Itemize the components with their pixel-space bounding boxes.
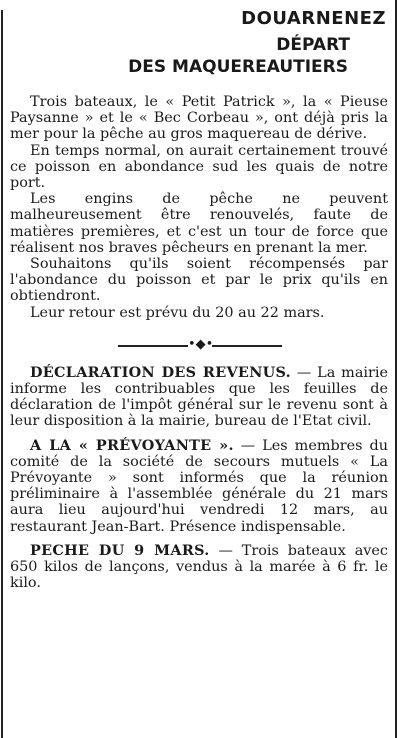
section-separator	[10, 333, 388, 359]
notice-kicker: DÉCLARATION DES REVENUS.	[30, 363, 291, 381]
article-title	[10, 34, 388, 78]
title-line-2: DES MAQUEREAUTIERS	[128, 57, 348, 77]
article-column	[10, 8, 388, 591]
notice-text: — Trois bateaux avec 650 kilos de lançons, vendus à la marée à 6 fr. le kilo.	[10, 542, 388, 592]
article-paragraph: Souhaitons qu'ils soient récompensés par l'abondance du poisson et par le prix qu'ils en obtiendront.	[10, 256, 388, 305]
title-line-1: DÉPART	[276, 35, 350, 55]
notice-peche	[10, 543, 388, 592]
notice-kicker: PECHE DU 9 MARS.	[30, 541, 210, 559]
notice-revenus	[10, 365, 388, 430]
article-paragraph: En temps normal, on aurait certainement trouvé ce poisson en abondance sud les quais de notre port.	[10, 142, 388, 192]
article-body	[10, 94, 388, 321]
article-paragraph: Trois bateaux, le « Petit Patrick », la « Pieuse Paysanne » et le « Bec Corbeau », ont déjà pris la mer pour la pêche au gros maquereau de dérive.	[10, 94, 388, 143]
article-paragraph: Les engins de pêche ne peuvent malheureusement être renouvelés, faute de matières premières, et c'est un tour de force que réalisent nos braves pêcheurs en prenant la mer.	[10, 191, 388, 256]
notice-text: — Les membres du comité de la société de secours mutuels « La Prévoyante » sont informés que la réunion préliminaire à l'assemblée générale du 21 mars aura lieu aujourd'hui vendredi 12 mars, au restaurant Jean-Bart. Présence indispensable.	[10, 437, 388, 535]
separator-ornament: •◆•	[188, 336, 214, 352]
town-heading: DOUARNENEZ	[241, 8, 386, 29]
notice-kicker: A LA « PRÉVOYANTE ».	[30, 436, 234, 454]
column-rule-left	[1, 10, 3, 738]
notices	[10, 365, 388, 592]
notice-prevoyante	[10, 438, 388, 535]
column-rule-right	[395, 0, 397, 738]
article-paragraph: Leur retour est prévu du 20 au 22 mars.	[30, 304, 325, 321]
notice-text: — La mairie informe les contribuables que les feuilles de déclaration de l'impôt général sur le revenu sont à leur disposition à la mairie, bureau de l'Etat civil.	[10, 364, 389, 430]
